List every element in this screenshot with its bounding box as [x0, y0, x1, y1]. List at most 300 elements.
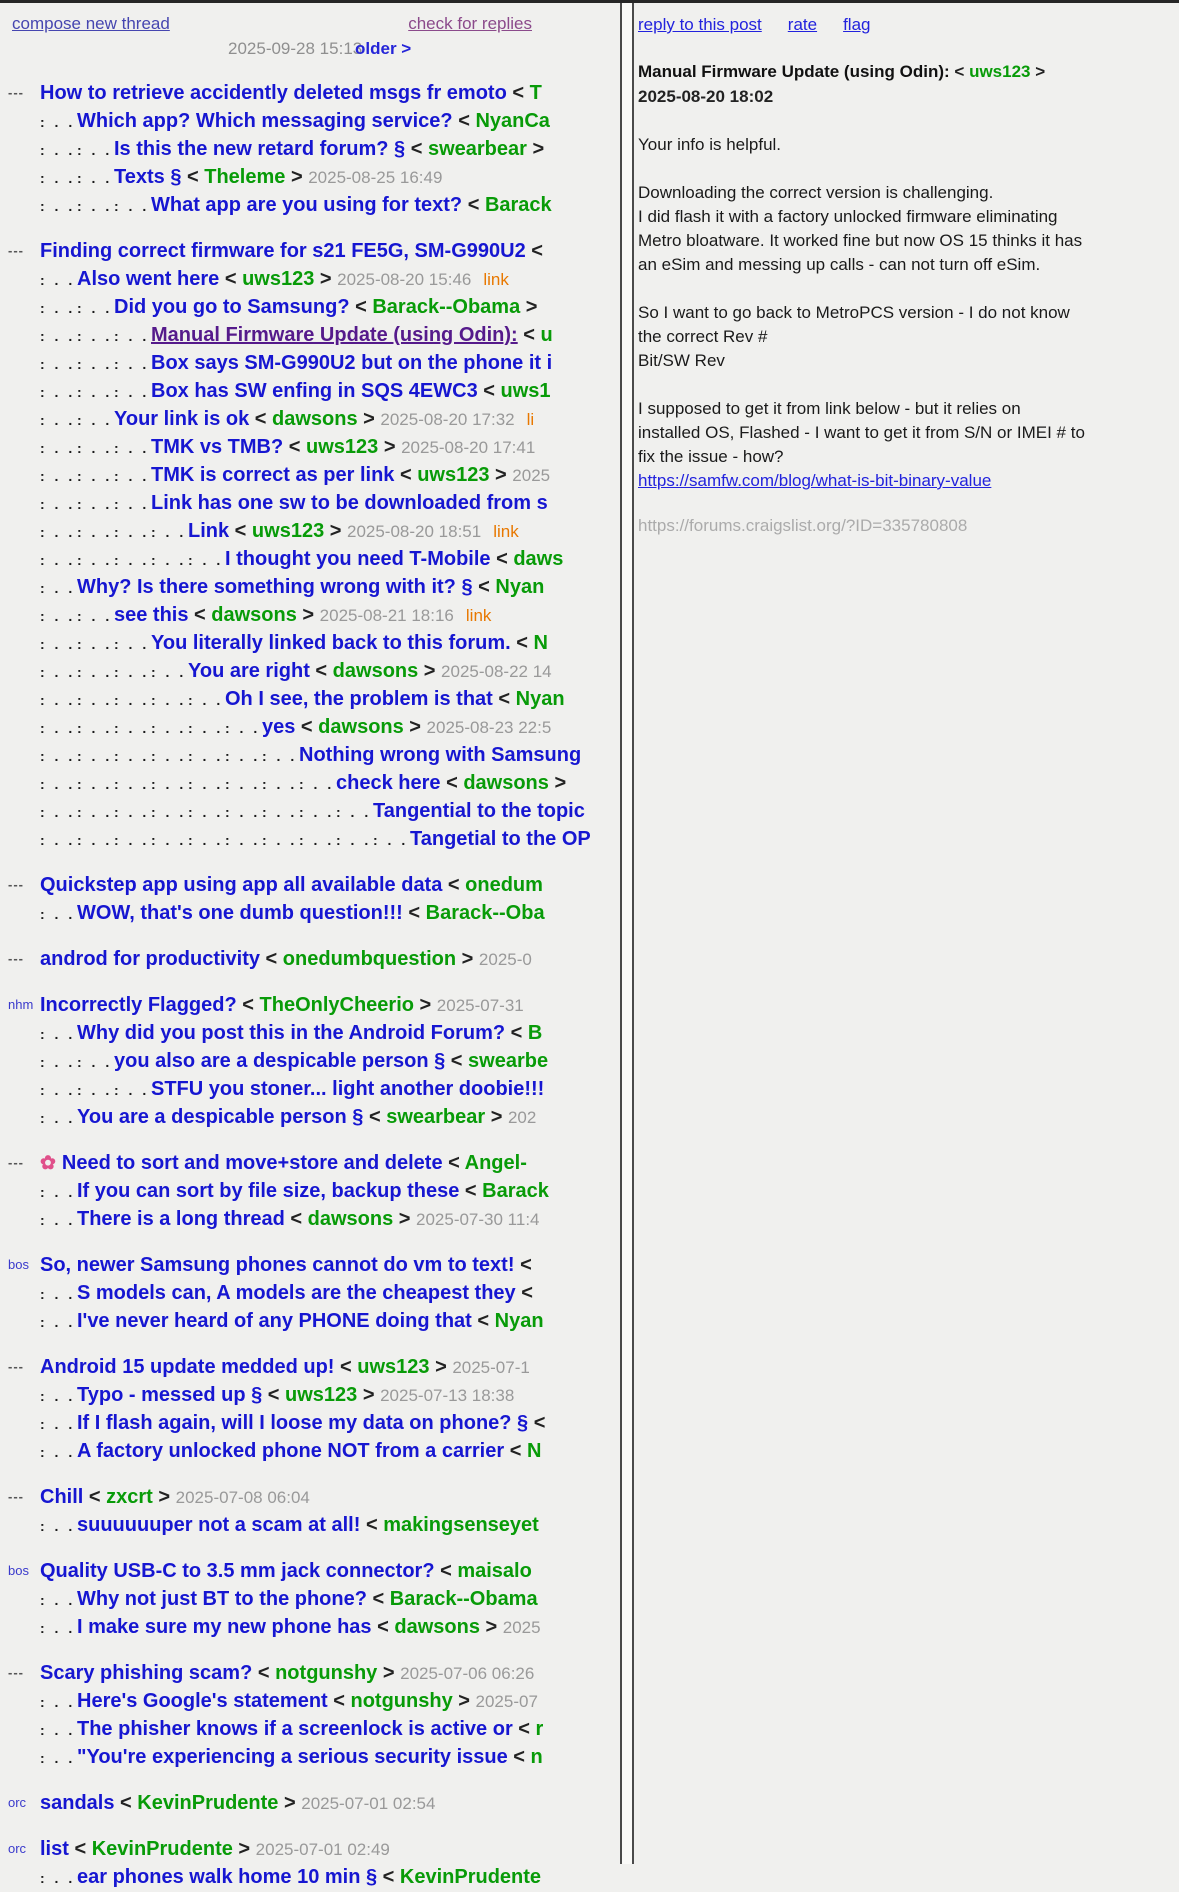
indent-dots: : . . [262, 832, 298, 848]
thread-row[interactable] [0, 321, 620, 349]
thread-block [0, 1149, 620, 1233]
author-link[interactable]: dawsons [332, 660, 419, 682]
indent-dots: : . . [299, 776, 335, 792]
post-date-text: 2025 [512, 466, 551, 485]
thread-handle-marker: nhm [8, 997, 34, 1012]
author-link[interactable]: uws123 [417, 464, 490, 486]
thread-row[interactable] [0, 1715, 620, 1743]
bracket-text: < [505, 1022, 528, 1044]
indent-dots: : . . [40, 524, 76, 540]
indent-dots: : . . [77, 170, 113, 186]
thread-row[interactable] [0, 1381, 620, 1409]
indent-dots: : . . [40, 328, 76, 344]
post-date-text: 2025-08-20 15:46 [337, 270, 472, 289]
bracket-text: > [548, 772, 567, 794]
thread-row[interactable] [0, 79, 620, 107]
bracket-text: < [371, 1616, 395, 1638]
thread-row[interactable] [0, 1279, 620, 1307]
indent-dots: : . . [40, 496, 76, 512]
indent-dots: : . . [262, 804, 298, 820]
post-text-line: fix the issue - how? [638, 447, 784, 466]
indent-dots: : . . [40, 272, 76, 288]
thread-row[interactable] [0, 1103, 620, 1131]
indent-dots: : . . [40, 1212, 76, 1228]
thread-title-link[interactable]: Link [188, 520, 230, 542]
thread-row[interactable] [0, 629, 620, 657]
indent-dots: : . . [225, 776, 261, 792]
thread-row[interactable] [0, 713, 620, 741]
author-link[interactable]: r [535, 1718, 544, 1740]
thread-row[interactable] [0, 1585, 620, 1613]
bracket-text: < [394, 464, 418, 486]
thread-title-link[interactable]: You are right [188, 660, 310, 682]
thread-title-link[interactable]: Tangetial to the OP [410, 828, 591, 850]
thread-title-link[interactable]: How to retrieve accidently deleted msgs fr emoto [40, 82, 507, 104]
bracket-text: < [260, 948, 283, 970]
indent-dots: : . . [336, 832, 372, 848]
post-date-text: 2025-07-01 02:54 [301, 1794, 436, 1813]
thread-row[interactable] [0, 1437, 620, 1465]
post-text-line: Bit/SW Rev [638, 351, 725, 370]
rate-link[interactable]: rate [787, 15, 818, 34]
author-link[interactable]: swearbear [386, 1106, 486, 1128]
author-link[interactable]: Angel- [464, 1152, 527, 1174]
indent-dots: : . . [40, 412, 76, 428]
thread-title-link[interactable]: TMK is correct as per link [151, 464, 395, 486]
thread-title-link[interactable]: If you can sort by file size, backup these [77, 1180, 460, 1202]
bracket-text: > [452, 1690, 476, 1712]
thread-title-link[interactable]: see this [114, 604, 189, 626]
thread-row[interactable] [0, 1557, 620, 1585]
indent-dots: : . . [151, 804, 187, 820]
samfw-link[interactable]: https://samfw.com/blog/what-is-bit-binary-value [638, 471, 992, 490]
bracket-text: < [471, 1310, 495, 1332]
author-link[interactable]: Nyan [495, 576, 545, 598]
indent-dots: : . . [40, 692, 76, 708]
thread-title-link[interactable]: androd for productivity [40, 948, 260, 970]
author-link[interactable]: B [527, 1022, 543, 1044]
external-link-indicator[interactable]: link [483, 270, 509, 289]
indent-dots: : . . [114, 776, 150, 792]
indent-dots: : . . [151, 664, 187, 680]
post-paragraph [638, 301, 1168, 373]
thread-row[interactable] [0, 377, 620, 405]
author-link[interactable]: N [533, 632, 548, 654]
thread-title-link[interactable]: There is a long thread [77, 1208, 285, 1230]
post-text-line: So I want to go back to MetroPCS version - I do not know [638, 303, 1070, 322]
bracket-text: < [525, 240, 543, 262]
thread-title-link[interactable]: What app are you using for text? [151, 194, 463, 216]
thread-handle-marker: --- [8, 1665, 24, 1680]
thread-title-link[interactable]: suuuuuuper not a scam at all! [77, 1514, 361, 1536]
thread-row[interactable] [0, 545, 620, 573]
author-link[interactable]: notgunshy [350, 1690, 453, 1712]
indent-dots: : . . [40, 608, 76, 624]
thread-row[interactable] [0, 1177, 620, 1205]
thread-row[interactable] [0, 657, 620, 685]
reply-to-post-link[interactable]: reply to this post [638, 15, 762, 34]
post-text-line: Metro bloatware. It worked fine but now OS 15 thinks it has [638, 231, 1083, 250]
thread-row[interactable] [0, 293, 620, 321]
indent-dots: : . . [40, 664, 76, 680]
thread-row[interactable] [0, 797, 620, 825]
indent-dots: : . . [40, 580, 76, 596]
thread-title-link[interactable]: Link has one sw to be downloaded from s [151, 492, 548, 514]
check-for-replies-link[interactable]: check for replies [408, 14, 532, 33]
thread-row[interactable] [0, 461, 620, 489]
author-link[interactable]: Barack--Oba [425, 902, 545, 924]
thread-row[interactable] [0, 1483, 620, 1511]
indent-dots: : . . [40, 1722, 76, 1738]
post-date-text: 2025-08-21 18:16 [319, 606, 454, 625]
post-header [638, 59, 1168, 109]
post-date-text: 2025-07-1 [452, 1358, 530, 1377]
indent-dots: : . . [188, 552, 224, 568]
thread-list [0, 59, 620, 1891]
thread-row[interactable] [0, 433, 620, 461]
thread-list-header [0, 3, 620, 59]
author-link[interactable]: dawsons [318, 716, 404, 738]
thread-row[interactable] [0, 1835, 620, 1863]
thread-title-link[interactable]: Did you go to Samsung? [114, 296, 350, 318]
thread-row[interactable] [0, 1149, 620, 1177]
author-link[interactable]: Barack--Obama [389, 1588, 538, 1610]
author-link[interactable]: T [529, 82, 542, 104]
post-date-text: 2025-07-13 18:38 [380, 1386, 515, 1405]
indent-dots: : . . [77, 608, 113, 624]
flag-link[interactable]: flag [843, 15, 871, 34]
thread-row[interactable] [0, 573, 620, 601]
author-link[interactable]: dawsons [307, 1208, 394, 1230]
post-datetime: 2025-08-20 18:02 [638, 87, 774, 106]
indent-dots: : . . [77, 692, 113, 708]
thread-title-link[interactable]: S models can, A models are the cheapest they [77, 1282, 516, 1304]
thread-title-link[interactable]: I thought you need T-Mobile [225, 548, 491, 570]
bracket-text: < [68, 1838, 92, 1860]
thread-row[interactable] [0, 945, 620, 973]
indent-dots: : . . [77, 1054, 113, 1070]
indent-dots: : . . [114, 356, 150, 372]
thread-title-link[interactable]: Quality USB-C to 3.5 mm jack connector? [40, 1560, 435, 1582]
thread-row[interactable] [0, 135, 620, 163]
indent-dots: : . . [40, 1620, 76, 1636]
thread-row[interactable] [0, 1789, 620, 1817]
indent-dots: : . . [114, 832, 150, 848]
thread-block [0, 237, 620, 853]
thread-row[interactable] [0, 601, 620, 629]
post-body [638, 133, 1168, 493]
thread-title-link[interactable]: TMK vs TMB? [151, 436, 284, 458]
thread-handle-marker: --- [8, 877, 24, 892]
indent-dots: : . . [40, 552, 76, 568]
author-link[interactable]: Nyan [494, 1310, 544, 1332]
thread-row[interactable] [0, 1205, 620, 1233]
thread-title-link[interactable]: Why? Is there something wrong with it? § [77, 576, 473, 598]
indent-dots: : . . [40, 748, 76, 764]
author-link[interactable]: swearbe [468, 1050, 549, 1072]
indent-dots: : . . [40, 1054, 76, 1070]
thread-row[interactable] [0, 1409, 620, 1437]
author-link[interactable]: N [526, 1440, 542, 1462]
author-link[interactable]: KevinPrudente [399, 1866, 542, 1888]
author-link[interactable]: onedum [465, 874, 543, 896]
external-link-indicator[interactable]: link [493, 522, 519, 541]
author-link[interactable]: KevinPrudente [91, 1838, 233, 1860]
author-link[interactable]: u [540, 324, 553, 346]
thread-title-link[interactable]: Texts § [114, 166, 182, 188]
thread-title-link[interactable]: STFU you stoner... light another doobie!!! [151, 1078, 545, 1100]
thread-handle-marker: --- [8, 1489, 24, 1504]
thread-title-link[interactable]: Typo - messed up § [77, 1384, 263, 1406]
indent-dots: : . . [40, 1444, 76, 1460]
bracket-text: > [285, 166, 309, 188]
thread-row[interactable] [0, 741, 620, 769]
thread-title-link[interactable]: I make sure my new phone has [77, 1616, 372, 1638]
post-paragraph [638, 397, 1168, 493]
thread-row[interactable] [0, 991, 620, 1019]
indent-dots: : . . [114, 468, 150, 484]
indent-dots: : . . [114, 198, 150, 214]
thread-title-link[interactable]: Scary phishing scam? [40, 1662, 253, 1684]
thread-row[interactable] [0, 517, 620, 545]
author-link[interactable]: onedumbquestion [282, 948, 457, 970]
bracket-text: > [278, 1792, 302, 1814]
thread-row[interactable] [0, 1863, 620, 1891]
thread-title-link[interactable]: yes [262, 716, 296, 738]
author-link[interactable]: zxcrt [106, 1486, 153, 1508]
bracket-text: > [520, 296, 538, 318]
thread-title-link[interactable]: I've never heard of any PHONE doing that [77, 1310, 472, 1332]
thread-row[interactable] [0, 191, 620, 219]
indent-dots: : . . [77, 356, 113, 372]
author-link[interactable]: uws1 [500, 380, 551, 402]
external-link-indicator[interactable]: link [465, 606, 492, 625]
thread-row[interactable] [0, 871, 620, 899]
thread-title-link[interactable]: Need to sort and move+store and delete [61, 1152, 443, 1174]
thread-row[interactable] [0, 1307, 620, 1335]
indent-dots: : . . [77, 776, 113, 792]
author-link[interactable]: uws123 [306, 436, 379, 458]
bracket-text: > [393, 1208, 416, 1230]
thread-row[interactable] [0, 1019, 620, 1047]
thread-row[interactable] [0, 1353, 620, 1381]
author-link[interactable]: uws123 [357, 1356, 430, 1378]
indent-dots: : . . [151, 720, 187, 736]
bracket-text: < [229, 520, 252, 542]
thread-handle-marker: orc [8, 1841, 27, 1856]
author-link[interactable]: Barack [484, 194, 552, 216]
bracket-text: < [515, 1282, 533, 1304]
author-bracket-open: < [949, 62, 970, 81]
post-date-text: 2025-08-22 14 [441, 662, 552, 681]
post-date-text: 2025-08-23 22:5 [426, 718, 552, 737]
author-link[interactable]: swearbear [427, 138, 527, 160]
indent-dots: : . . [77, 832, 113, 848]
thread-row[interactable] [0, 107, 620, 135]
thread-title-link[interactable]: Oh I see, the problem is that [225, 688, 493, 710]
author-link[interactable]: daws [513, 548, 564, 570]
indent-dots: : . . [77, 300, 113, 316]
thread-title-link[interactable]: Quickstep app using app all available data [40, 874, 443, 896]
bracket-text: < [366, 1588, 390, 1610]
thread-row[interactable] [0, 1743, 620, 1771]
indent-dots: : . . [77, 524, 113, 540]
thread-title-link[interactable]: Finding correct firmware for s21 FE5G, SM-G990U2 [40, 240, 526, 262]
thread-row[interactable] [0, 1659, 620, 1687]
indent-dots: : . . [40, 1870, 76, 1886]
thread-title-link[interactable]: "You're experiencing a serious security issue [77, 1746, 508, 1768]
author-link[interactable]: Nyan [515, 688, 565, 710]
indent-dots: : . . [151, 776, 187, 792]
author-link[interactable]: KevinPrudente [137, 1792, 279, 1814]
post-text-line: the correct Rev # [638, 327, 768, 346]
indent-dots: : . . [225, 804, 261, 820]
thread-title-link[interactable]: Why not just BT to the phone? [77, 1588, 367, 1610]
bracket-text: > [485, 1106, 508, 1128]
thread-title-link[interactable]: you also are a despicable person § [114, 1050, 446, 1072]
author-link[interactable]: makingsenseyet [383, 1514, 539, 1536]
author-link[interactable]: dawsons [211, 604, 297, 626]
thread-row[interactable] [0, 237, 620, 265]
author-link[interactable]: Theleme [204, 166, 286, 188]
indent-dots: : . . [188, 748, 224, 764]
indent-dots: : . . [114, 524, 150, 540]
indent-dots: : . . [40, 142, 76, 158]
author-link[interactable]: Barack [482, 1180, 549, 1202]
post-text-line: installed OS, Flashed - I want to get it from S/N or IMEI # to [638, 423, 1085, 442]
author-link[interactable]: dawsons [394, 1616, 480, 1638]
bracket-text: < [252, 1662, 276, 1684]
indent-dots: : . . [40, 1184, 76, 1200]
thread-title-link[interactable]: Incorrectly Flagged? [40, 994, 237, 1016]
thread-title-link[interactable]: ear phones walk home 10 min § [77, 1866, 378, 1888]
thread-title-link[interactable]: list [40, 1838, 69, 1860]
author-link[interactable]: n [530, 1746, 543, 1768]
thread-row[interactable] [0, 1047, 620, 1075]
author-link[interactable]: notgunshy [275, 1662, 378, 1684]
thread-block [0, 1835, 620, 1891]
thread-title-link[interactable]: Which app? Which messaging service? [77, 110, 453, 132]
post-date-text: 2025-0 [478, 950, 532, 969]
post-date-text: 2025-08-20 18:51 [346, 522, 482, 541]
post-paragraph [638, 133, 1168, 157]
bracket-text: > [296, 604, 320, 626]
bracket-text: < [442, 874, 466, 896]
external-link-indicator[interactable]: li [526, 410, 535, 429]
thread-row[interactable] [0, 1251, 620, 1279]
thread-row[interactable] [0, 349, 620, 377]
thread-title-link[interactable]: A factory unlocked phone NOT from a carrier [77, 1440, 505, 1462]
indent-dots: : . . [77, 552, 113, 568]
post-date-text: 2025-07-01 02:49 [255, 1840, 390, 1859]
thread-title-link[interactable]: Box says SM-G990U2 but on the phone it i [151, 352, 553, 374]
thread-handle-marker: --- [8, 85, 24, 100]
post-date-text: 202 [507, 1108, 537, 1127]
bracket-text: > [357, 408, 381, 430]
thread-title-link[interactable]: Nothing wrong with Samsung [299, 744, 582, 766]
thread-title-link[interactable]: So, newer Samsung phones cannot do vm to text! [40, 1254, 515, 1276]
thread-title-link[interactable]: The phisher knows if a screenlock is active or [77, 1718, 513, 1740]
author-link[interactable]: uws123 [285, 1384, 358, 1406]
thread-block [0, 1483, 620, 1539]
thread-row[interactable] [0, 405, 620, 433]
thread-title-link[interactable]: WOW, that's one dumb question!!! [77, 902, 403, 924]
author-link[interactable]: dawsons [463, 772, 549, 794]
author-link[interactable]: uws123 [242, 268, 315, 290]
indent-dots: : . . [77, 804, 113, 820]
thread-title-link[interactable]: Is this the new retard forum? § [114, 138, 406, 160]
indent-dots: : . . [77, 328, 113, 344]
thread-block [0, 871, 620, 927]
indent-dots: : . . [77, 636, 113, 652]
post-date-text: 2025-08-25 16:49 [308, 168, 443, 187]
thread-row[interactable] [0, 1075, 620, 1103]
thread-title-link[interactable]: Here's Google's statement [77, 1690, 328, 1712]
indent-dots: : . . [151, 692, 187, 708]
indent-dots: : . . [299, 804, 335, 820]
bracket-text: < [452, 110, 476, 132]
thread-title-link[interactable]: Your link is ok [114, 408, 250, 430]
thread-row[interactable] [0, 685, 620, 713]
indent-dots: : . . [262, 748, 298, 764]
older-threads-link[interactable]: older > [355, 39, 412, 58]
indent-dots: : . . [114, 748, 150, 764]
post-paragraph [638, 181, 1168, 277]
author-link[interactable]: dawsons [272, 408, 358, 430]
thread-title-link-visited[interactable]: Manual Firmware Update (using Odin): [151, 324, 518, 346]
author-link[interactable]: Barack--Obama [372, 296, 521, 318]
thread-title-link[interactable]: Android 15 update medded up! [40, 1356, 335, 1378]
indent-dots: : . . [151, 832, 187, 848]
pane-divider[interactable] [620, 3, 634, 1864]
indent-dots: : . . [188, 776, 224, 792]
thread-row[interactable] [0, 489, 620, 517]
author-link[interactable]: maisalo [457, 1560, 532, 1582]
thread-row[interactable] [0, 163, 620, 191]
post-date-text: 2025 [502, 1618, 541, 1637]
indent-dots: : . . [40, 906, 76, 922]
thread-title-link[interactable]: You are a despicable person § [77, 1106, 364, 1128]
thread-title-link[interactable]: If I flash again, will I loose my data on phone? § [77, 1412, 529, 1434]
thread-title-link[interactable]: Tangential to the topic [373, 800, 585, 822]
thread-row[interactable] [0, 1687, 620, 1715]
compose-new-thread-link[interactable]: compose new thread [12, 14, 170, 33]
indent-dots: : . . [188, 692, 224, 708]
thread-row[interactable] [0, 1613, 620, 1641]
thread-title-link[interactable]: sandals [40, 1792, 115, 1814]
author-link[interactable]: NyanCa [475, 110, 550, 132]
thread-title-link[interactable]: Also went here [77, 268, 220, 290]
thread-row[interactable] [0, 769, 620, 797]
thread-row[interactable] [0, 1511, 620, 1539]
thread-title-link[interactable]: Chill [40, 1486, 84, 1508]
post-author-link[interactable]: uws123 [969, 62, 1031, 81]
bracket-text: < [512, 1718, 536, 1740]
thread-title-link[interactable]: Box has SW enfing in SQS 4EWC3 [151, 380, 478, 402]
thread-row[interactable] [0, 265, 620, 293]
thread-row[interactable] [0, 899, 620, 927]
indent-dots: : . . [40, 1694, 76, 1710]
thread-row[interactable] [0, 825, 620, 853]
thread-title-link[interactable]: check here [336, 772, 441, 794]
author-link[interactable]: uws123 [251, 520, 325, 542]
indent-dots: : . . [77, 664, 113, 680]
list-timestamp: 2025-09-28 15:13 [228, 39, 363, 58]
indent-dots: : . . [114, 664, 150, 680]
thread-title-link[interactable]: You literally linked back to this forum. [151, 632, 511, 654]
thread-title-link[interactable]: Why did you post this in the Android Forum? [77, 1022, 506, 1044]
author-link[interactable]: TheOnlyCheerio [259, 994, 414, 1016]
